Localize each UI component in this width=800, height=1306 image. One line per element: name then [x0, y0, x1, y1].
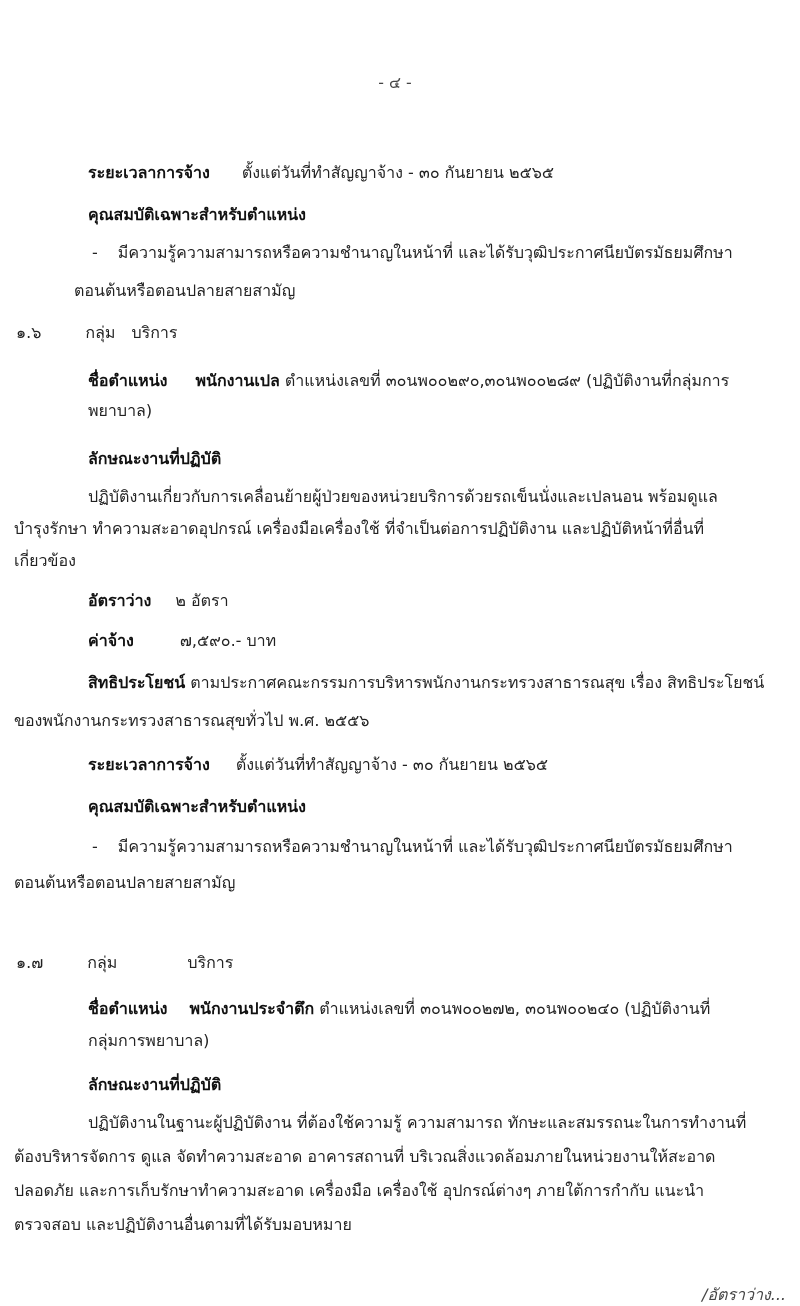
group-label: กลุ่ม — [87, 953, 118, 972]
position-detail-2: กลุ่มการพยาบาล) — [88, 1031, 210, 1050]
work-line-3: ปลอดภัย และการเก็บรักษาทำความสะอาด เครื่องมือ เครื่องใช้ อุปกรณ์ต่างๆ ภายใต้การกำกับ แนะนำ — [14, 1181, 705, 1200]
employment-period-label: ระยะเวลาการจ้าง — [88, 163, 210, 182]
employment-period-label: ระยะเวลาการจ้าง — [88, 755, 210, 774]
employment-period-row — [88, 162, 554, 184]
qualification-text: มีความรู้ความสามารถหรือความชำนาญในหน้าที่ และได้รับวุฒิประกาศนียบัตรมัธยมศึกษา — [117, 243, 733, 262]
section-number: ๑.๗ — [16, 953, 44, 972]
work-line-1: ปฏิบัติงานเกี่ยวกับการเคลื่อนย้ายผู้ป่วยของหน่วยบริการด้วยรถเข็นนั่งและเปลนอน พร้อมดูแล — [88, 487, 718, 506]
work-line-1: ปฏิบัติงานในฐานะผู้ปฏิบัติงาน ที่ต้องใช้ความรู้ ความสามารถ ทักษะและสมรรถนะในการทำงานที่ — [88, 1113, 747, 1132]
position-label: ชื่อตำแหน่ง — [88, 999, 168, 1018]
wage-row — [88, 630, 276, 652]
section-1-6-heading — [16, 322, 177, 344]
vacancy-label: อัตราว่าง — [88, 591, 152, 610]
vacancy-value: ๒ อัตรา — [175, 591, 229, 610]
qualification-dash: - — [92, 243, 98, 262]
work-line-4: ตรวจสอบ และปฏิบัติงานอื่นตามที่ได้รับมอบหมาย — [14, 1215, 352, 1234]
qualification-line-2: ตอนต้นหรือตอนปลายสายสามัญ — [14, 873, 236, 892]
employment-period-row — [88, 754, 548, 776]
benefit-text: ตามประกาศคณะกรรมการบริหารพนักงานกระทรวงสาธารณสุข เรื่อง สิทธิประโยชน์ — [190, 673, 765, 692]
work-line-2: ต้องบริหารจัดการ ดูแล จัดทำความสะอาด อาคารสถานที่ บริเวณสิ่งแวดล้อมภายในหน่วยงานให้สะอาด — [14, 1147, 716, 1166]
qualification-line — [92, 242, 733, 264]
qualification-line — [92, 836, 733, 858]
continuation-marker: /อัตราว่าง... — [701, 1285, 786, 1304]
position-detail-2: พยาบาล) — [88, 401, 153, 420]
wage-value: ๗,๕๙๐.- บาท — [179, 631, 277, 650]
work-heading: ลักษณะงานที่ปฏิบัติ — [88, 1075, 222, 1094]
group-value: บริการ — [187, 953, 234, 972]
position-detail: ตำแหน่งเลขที่ ๓๐นพ๐๐๒๗๒, ๓๐นพ๐๐๒๔๐ (ปฏิบัติงานที่ — [319, 999, 711, 1018]
position-name: พนักงานประจำตึก — [189, 999, 315, 1018]
qualification-heading: คุณสมบัติเฉพาะสำหรับตำแหน่ง — [88, 205, 306, 224]
work-heading: ลักษณะงานที่ปฏิบัติ — [88, 449, 222, 468]
section-number: ๑.๖ — [16, 323, 42, 342]
group-label: กลุ่ม — [85, 323, 116, 342]
position-row — [88, 370, 729, 392]
position-detail: ตำแหน่งเลขที่ ๓๐นพ๐๐๒๙๐,๓๐นพ๐๐๒๘๙ (ปฏิบัติงานที่กลุ่มการ — [284, 371, 730, 390]
benefit-line-2: ของพนักงานกระทรวงสาธารณสุขทั่วไป พ.ศ. ๒๕๕๖ — [14, 711, 370, 730]
benefit-row — [88, 672, 764, 694]
qualification-heading: คุณสมบัติเฉพาะสำหรับตำแหน่ง — [88, 797, 306, 816]
page-number: - ๔ - — [378, 73, 412, 92]
qualification-line-2: ตอนต้นหรือตอนปลายสายสามัญ — [74, 281, 296, 300]
vacancy-row — [88, 590, 229, 612]
qualification-text: มีความรู้ความสามารถหรือความชำนาญในหน้าที่ และได้รับวุฒิประกาศนียบัตรมัธยมศึกษา — [117, 837, 733, 856]
qualification-dash: - — [92, 837, 98, 856]
section-1-7-heading — [16, 952, 233, 974]
wage-label: ค่าจ้าง — [88, 631, 134, 650]
employment-period-value: ตั้งแต่วันที่ทำสัญญาจ้าง - ๓๐ กันยายน ๒๕๖๕ — [241, 163, 554, 182]
work-line-3: เกี่ยวข้อง — [14, 551, 76, 570]
position-row — [88, 998, 710, 1020]
position-name: พนักงานเปล — [195, 371, 280, 390]
group-value: บริการ — [131, 323, 178, 342]
work-line-2: บำรุงรักษา ทำความสะอาดอุปกรณ์ เครื่องมือเครื่องใช้ ที่จำเป็นต่อการปฏิบัติงาน และปฏิบัติหน้าที่อื่นที่ — [14, 519, 705, 538]
position-label: ชื่อตำแหน่ง — [88, 371, 168, 390]
benefit-label: สิทธิประโยชน์ — [88, 673, 186, 692]
employment-period-value: ตั้งแต่วันที่ทำสัญญาจ้าง - ๓๐ กันยายน ๒๕๖๕ — [235, 755, 548, 774]
